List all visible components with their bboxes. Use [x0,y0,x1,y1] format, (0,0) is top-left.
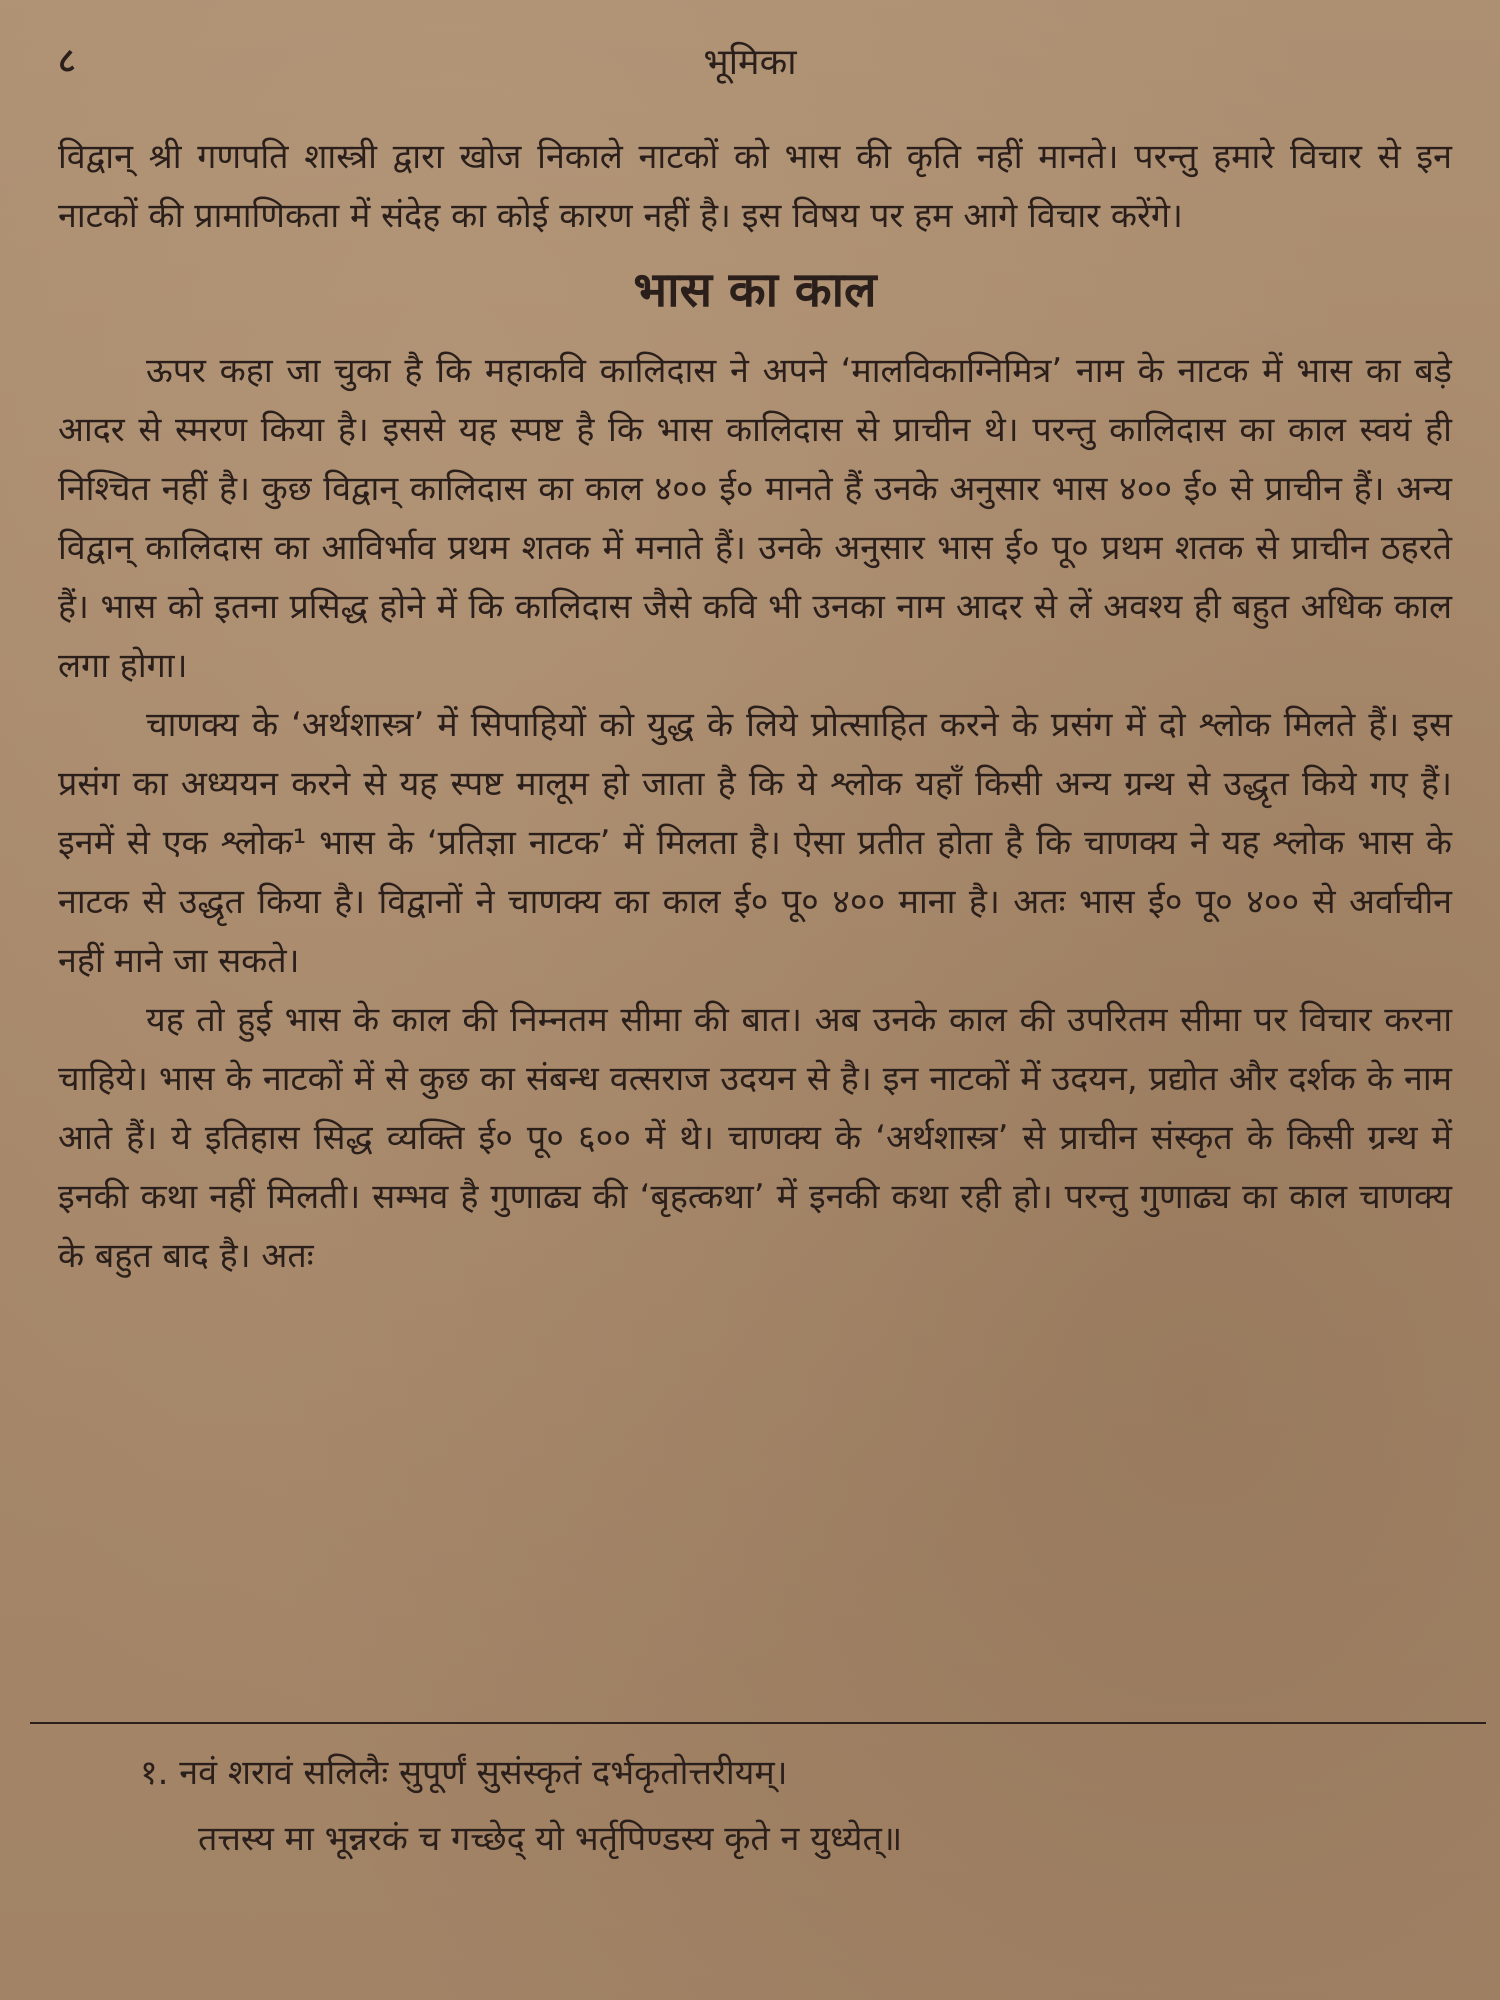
page-number: ८ [58,41,77,81]
page-header [0,30,1500,90]
main-text [58,128,1452,1286]
footnote-line-2: तत्तस्य मा भून्नरकं च गच्छेद् यो भर्तृपिण्डस्य कृते न युध्येत्॥ [198,1819,903,1859]
section-heading: भास का काल [633,262,877,318]
running-title: भूमिका [703,42,797,83]
footnote-separator [30,1722,1486,1724]
paragraph-continued: विद्वान् श्री गणपति शास्त्री द्वारा खोज निकाले नाटकों को भास की कृति नहीं मानते। परन्तु हमारे विचार से इन नाटकों की प्रामाणिकता में संदेह का कोई कारण नहीं है। इस विषय पर हम आगे विचार करेंगे। [58,137,1452,236]
paragraph-kalidasa: ऊपर कहा जा चुका है कि महाकवि कालिदास ने अपने ‘मालविकाग्निमित्र’ नाम के नाटक में भास का बड़े आदर से स्मरण किया है। इससे यह स्पष्ट है कि भास कालिदास से प्राचीन थे। परन्तु कालिदास का काल स्वयं ही निश्चित नहीं है। कुछ विद्वान् कालिदास का काल ४०० ई० मानते हैं उनके अनुसार भास ४०० ई० से प्राचीन हैं। अन्य विद्वान् कालिदास का आविर्भाव प्रथम शतक में मनाते हैं। उनके अनुसार भास ई० पू० प्रथम शतक से प्राचीन ठहरते हैं। भास को इतना प्रसिद्ध होने में कि कालिदास जैसे कवि भी उनका नाम आदर से लें अवश्य ही बहुत अधिक काल लगा होगा। [58,351,1452,686]
paragraph-upper-limit: यह तो हुई भास के काल की निम्नतम सीमा की बात। अब उनके काल की उपरितम सीमा पर विचार करना चाहिये। भास के नाटकों में से कुछ का संबन्ध वत्सराज उदयन से है। इन नाटकों में उदयन, प्रद्योत और दर्शक के नाम आते हैं। ये इतिहास सिद्ध व्यक्ति ई० पू० ६०० में थे। चाणक्य के ‘अर्थशास्त्र’ से प्राचीन संस्कृत के किसी ग्रन्थ में इनकी कथा नहीं मिलती। सम्भव है गुणाढ्य की ‘बृहत्कथा’ में इनकी कथा रही हो। परन्तु गुणाढ्य का काल चाणक्य के बहुत बाद है। अतः [58,1000,1452,1276]
paragraph-chanakya: चाणक्य के ‘अर्थशास्त्र’ में सिपाहियों को युद्ध के लिये प्रोत्साहित करने के प्रसंग में दो श्लोक मिलते हैं। इस प्रसंग का अध्ययन करने से यह स्पष्ट मालूम हो जाता है कि ये श्लोक यहाँ किसी अन्य ग्रन्थ से उद्धृत किये गए हैं। इनमें से एक श्लोक¹ भास के ‘प्रतिज्ञा नाटक’ में मिलता है। ऐसा प्रतीत होता है कि चाणक्य ने यह श्लोक भास के नाटक से उद्धृत किया है। विद्वानों ने चाणक्य का काल ई० पू० ४०० माना है। अतः भास ई० पू० ४०० से अर्वाचीन नहीं माने जा सकते। [58,705,1452,981]
footnote-line-1: १. नवं शरावं सलिलैः सुपूर्णं सुसंस्कृतं दर्भकृतोत्तरीयम्। [140,1753,788,1793]
footnote [140,1740,1440,1872]
